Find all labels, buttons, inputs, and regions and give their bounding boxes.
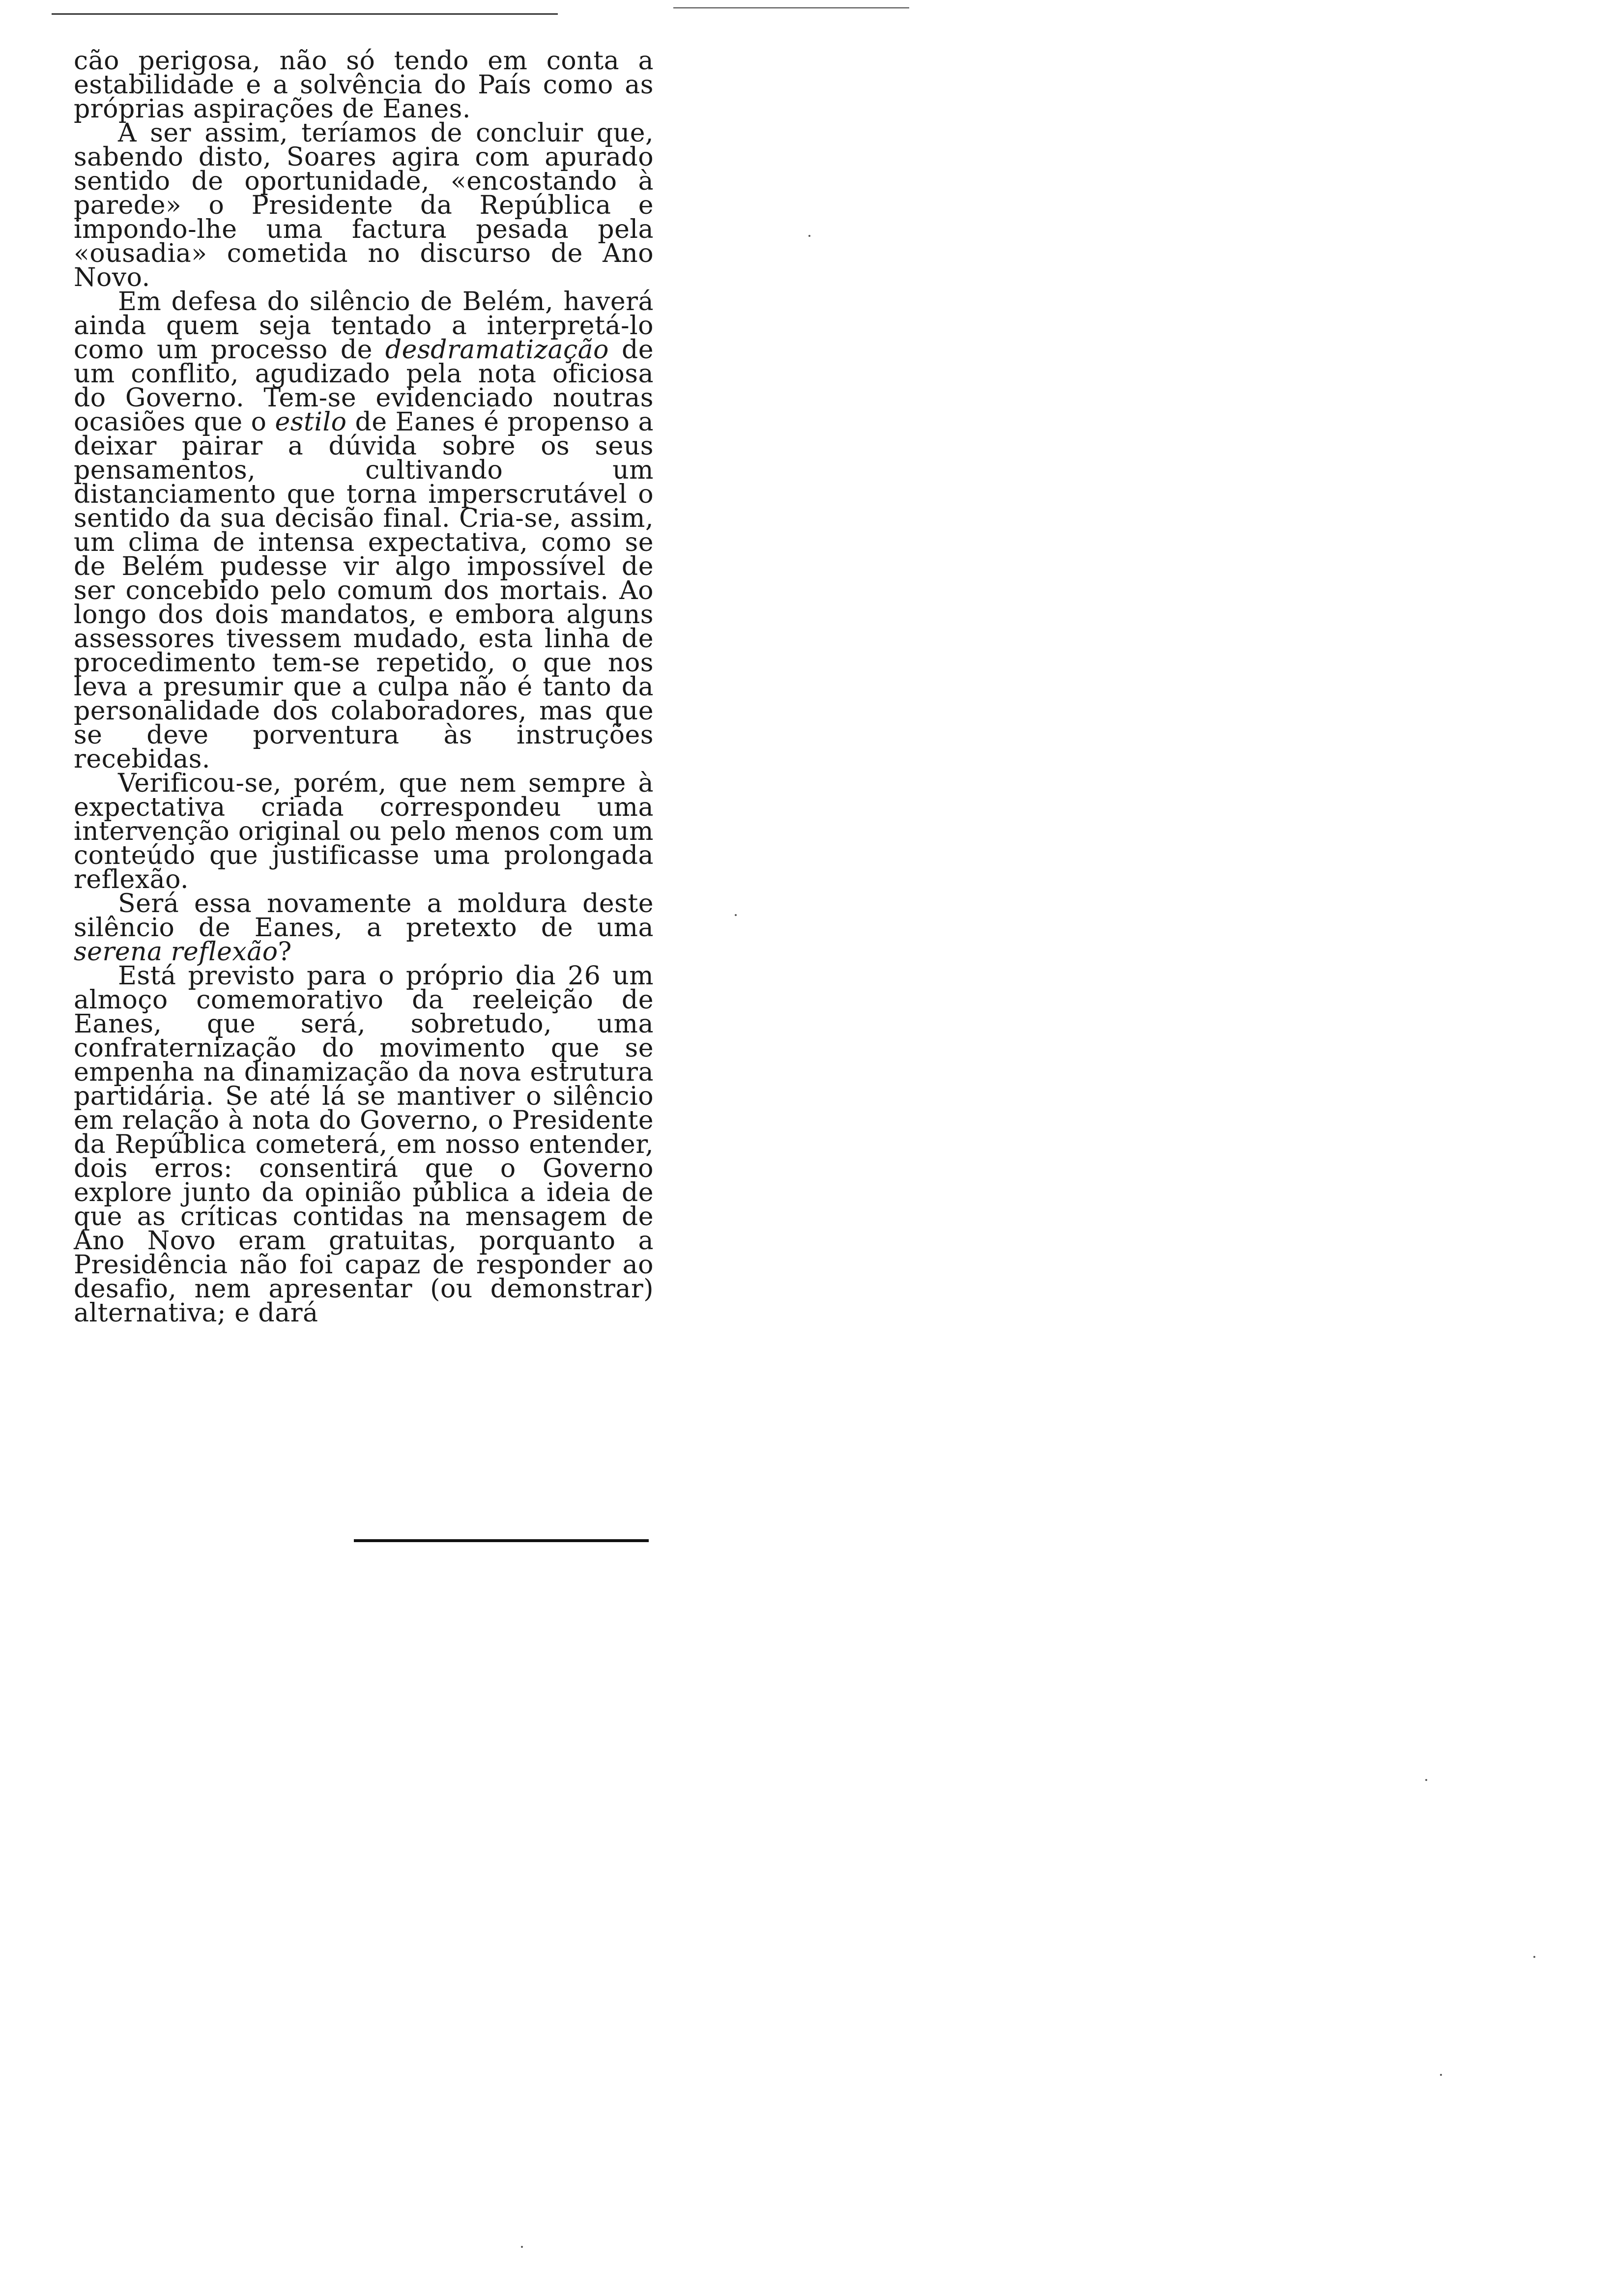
scan-speck [1533,1956,1535,1958]
text-run: Em defesa do silêncio de Belém, haverá ainda quem seja tentado a interpretá-lo como um processo de [74,287,654,365]
scan-speck [1425,1779,1427,1781]
italic-phrase: desdramatização [385,335,609,365]
paragraph-4 [74,769,654,894]
text-run: de Eanes é propenso a deixar pairar a dúvida sobre os seus pensamentos, cultivando um distanciamento que torna imperscrutável o sentido da sua decisão final. Cria-se, assim, um clima de intensa expectativa, como se de Belém pudesse vir algo impossível de ser concebido pelo comum dos mortais. Ao longo dos dois mandatos, e embora alguns assessores tivessem mudado, esta linha de procedimento tem-se repetido, o que nos leva a presumir que a culpa não é tanto da personalidade dos colaboradores, mas que se deve porventura às instruções recebidas. [74,407,654,774]
scan-speck [735,914,737,916]
paragraph-5 [74,889,654,967]
scan-speck [521,2246,523,2248]
paragraph-1 [74,46,654,124]
text-run: cão perigosa, não só tendo em conta a estabilidade e a solvência do País como as próprias aspirações de Eanes. [74,46,654,124]
top-left-rule [52,13,558,15]
text-run: A ser assim, teríamos de concluir que, sabendo disto, Soares agira com apurado sentido de oportunidade, «encostando à parede» o Presidente da República e impondo-lhe uma factura pesada pela «ousadia» cometida no discurso de Ano Novo. [74,118,654,292]
text-run: de um conflito, agudizado pela nota oficiosa do Governo. Tem-se evidenciado noutras ocasiões que o [74,335,654,437]
paragraph-6 [74,961,654,1328]
text-run: Será essa novamente a moldura deste silêncio de Eanes, a pretexto de uma [74,889,654,943]
top-right-rule [673,7,909,8]
scan-speck [808,235,810,237]
text-run: Verificou-se, porém, que nem sempre à expectativa criada correspondeu uma intervenção original ou pelo menos com um conteúdo que justificasse uma prolongada reflexão. [74,769,654,894]
article-column [74,46,654,1328]
paragraph-2 [74,118,654,292]
paragraph-3 [74,287,654,774]
bottom-rule [354,1539,649,1542]
italic-phrase: estilo [275,407,347,437]
text-run: Está previsto para o próprio dia 26 um almoço comemorativo da reeleição de Eanes, que será, sobretudo, uma confraternização do movimento que se empenha na dinamização da nova estrutura partidária. Se até lá se mantiver o silêncio em relação à nota do Governo, o Presidente da República cometerá, em nosso entender, dois erros: consentirá que o Governo explore junto da opinião pública a ideia de que as críticas contidas na mensagem de Ano Novo eram gratuitas, porquanto a Presidência não foi capaz de responder ao desafio, nem apresentar (ou demonstrar) alternativa; e dará [74,961,654,1328]
text-run: ? [278,937,292,967]
italic-phrase: serena reflexão [74,937,278,967]
scan-speck [1440,2074,1442,2076]
